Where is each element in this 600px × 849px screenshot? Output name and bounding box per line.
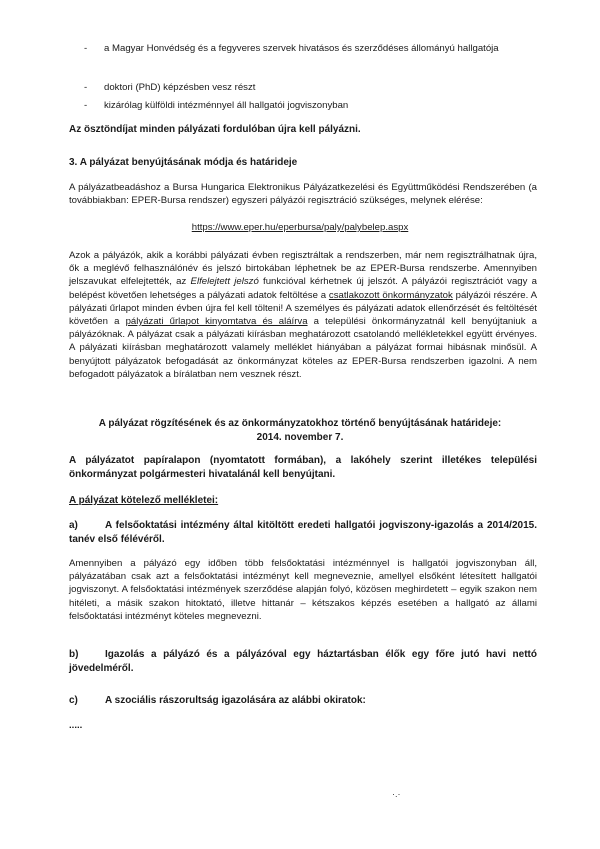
eper-url-text[interactable]: https://www.eper.hu/eperbursa/paly/palybelep.aspx	[191, 222, 409, 233]
item-a-title-text: A felsőoktatási intézmény által kitöltött eredeti hallgatói jogviszony-igazolás a 2014/2015. tanév első félévéről.	[69, 520, 537, 545]
item-a-label: a)	[69, 520, 78, 531]
scan-mark: ·.·	[392, 789, 401, 799]
attachments-heading: A pályázat kötelező mellékletei:	[69, 495, 219, 506]
bullet-item	[84, 81, 536, 94]
ellipsis: .....	[69, 720, 83, 731]
bullet-dash: -	[84, 100, 88, 111]
main-paragraph-part: a települési önkormányzatnál kell benyújtaniuk a pályázóknak. A pályázat csak a pályázati kiírásban meghatározott csatolandó mellékletekkel együtt érvényes. A pályázati kiírásban meghatározott valamely melléklet hiányában a pályázat formai hibásnak minősül. A benyújtott pályázatok befogadását az önkormányzat köteles az EPER-Bursa rendszerben igazolni. A nem befogadott pályázatok a bírálatban nem vesznek részt.	[69, 316, 537, 380]
item-c-title-text: A szociális rászorultság igazolására az alábbi okiratok:	[105, 695, 366, 706]
eper-url-link[interactable]	[0, 221, 600, 234]
bullet-dash: -	[84, 82, 88, 93]
notice-text: Az ösztöndíjat minden pályázati fordulóban újra kell pályázni.	[69, 124, 361, 135]
item-b-label: b)	[69, 649, 79, 660]
item-a-title	[69, 519, 537, 547]
item-c-title	[69, 694, 537, 708]
bullet-item	[84, 99, 536, 112]
bullet-dash: -	[84, 43, 88, 54]
section-3-title: 3. A pályázat benyújtásának módja és határideje	[69, 157, 298, 168]
item-c-label: c)	[69, 695, 78, 706]
bullet-text: kizárólag külföldi intézménnyel áll hallgatói jogviszonyban	[104, 100, 349, 111]
submission-text: A pályázatot papíralapon (nyomtatott formában), a lakóhely szerint illetékes települési önkormányzat polgármesteri hivatalánál kell benyújtani.	[69, 455, 537, 480]
item-a-body: Amennyiben a pályázó egy időben több felsőoktatási intézménnyel is hallgatói jogviszonyban áll, pályázatában csak azt a felsőoktatási intézményt kell megneveznie, amellyel elsőként létesített hallgatói jogviszonyt. A felsőoktatási intézmények szerződése alapján folyó, közösen meghirdetett – egyik szakon nem hitéleti, a másik szakon hitoktató, illetve hittanár – kétszakos képzés esetében a hallgató az állami felsőoktatási intézményt köteles megnevezni.	[69, 558, 537, 622]
main-paragraph	[69, 249, 537, 381]
joined-municipalities-term: csatlakozott önkormányzatok	[328, 289, 453, 301]
item-b-title	[69, 648, 537, 676]
bullet-text: doktori (PhD) képzésben vesz részt	[104, 82, 256, 93]
bullet-text: a Magyar Honvédség és a fegyveres szervek hivatásos és szerződéses állományú hallgatója	[104, 43, 499, 54]
intro-paragraph: A pályázatbeadáshoz a Bursa Hungarica Elektronikus Pályázatkezelési és Együttműködési Rendszerében (a továbbiakban: EPER-Bursa rendszer) egyszeri pályázói regisztráció szükséges, melynek elérése:	[69, 182, 537, 207]
main-paragraph-part: funkcióval kérhetnek új jelszót. A pályázói regisztrációt vagy a belépést követően lehetséges a pályázati adatok feltöltése a	[69, 276, 538, 301]
forgotten-password-term: Elfelejtett jelszó	[190, 276, 259, 288]
printed-signed-form-term: pályázati űrlapot kinyomtatva és aláírva	[125, 316, 308, 328]
main-paragraph-part: pályázói részére. A pályázati űrlapot minden évben újra fel kell tölteni! A személyes és pályázati adatok ellenőrzését és feltöltését követően a	[69, 289, 537, 328]
bullet-item	[84, 42, 536, 55]
deadline-heading: A pályázat rögzítésének és az önkormányzatokhoz történő benyújtásának határideje: 2014. november 7.	[98, 418, 502, 443]
item-b-title-text: Igazolás a pályázó és a pályázóval egy háztartásban élők egy főre jutó havi nettó jövedelméről.	[69, 649, 537, 674]
main-paragraph-part: Azok a pályázók, akik a korábbi pályázati évben regisztráltak a rendszerben, már nem regisztrálhatnak újra, ők a meglévő felhasználónév és jelszó birtokában léphetnek be az EPER-Bursa rendszerbe. Amennyiben jelszavukat elfelejtették, az	[69, 250, 537, 288]
